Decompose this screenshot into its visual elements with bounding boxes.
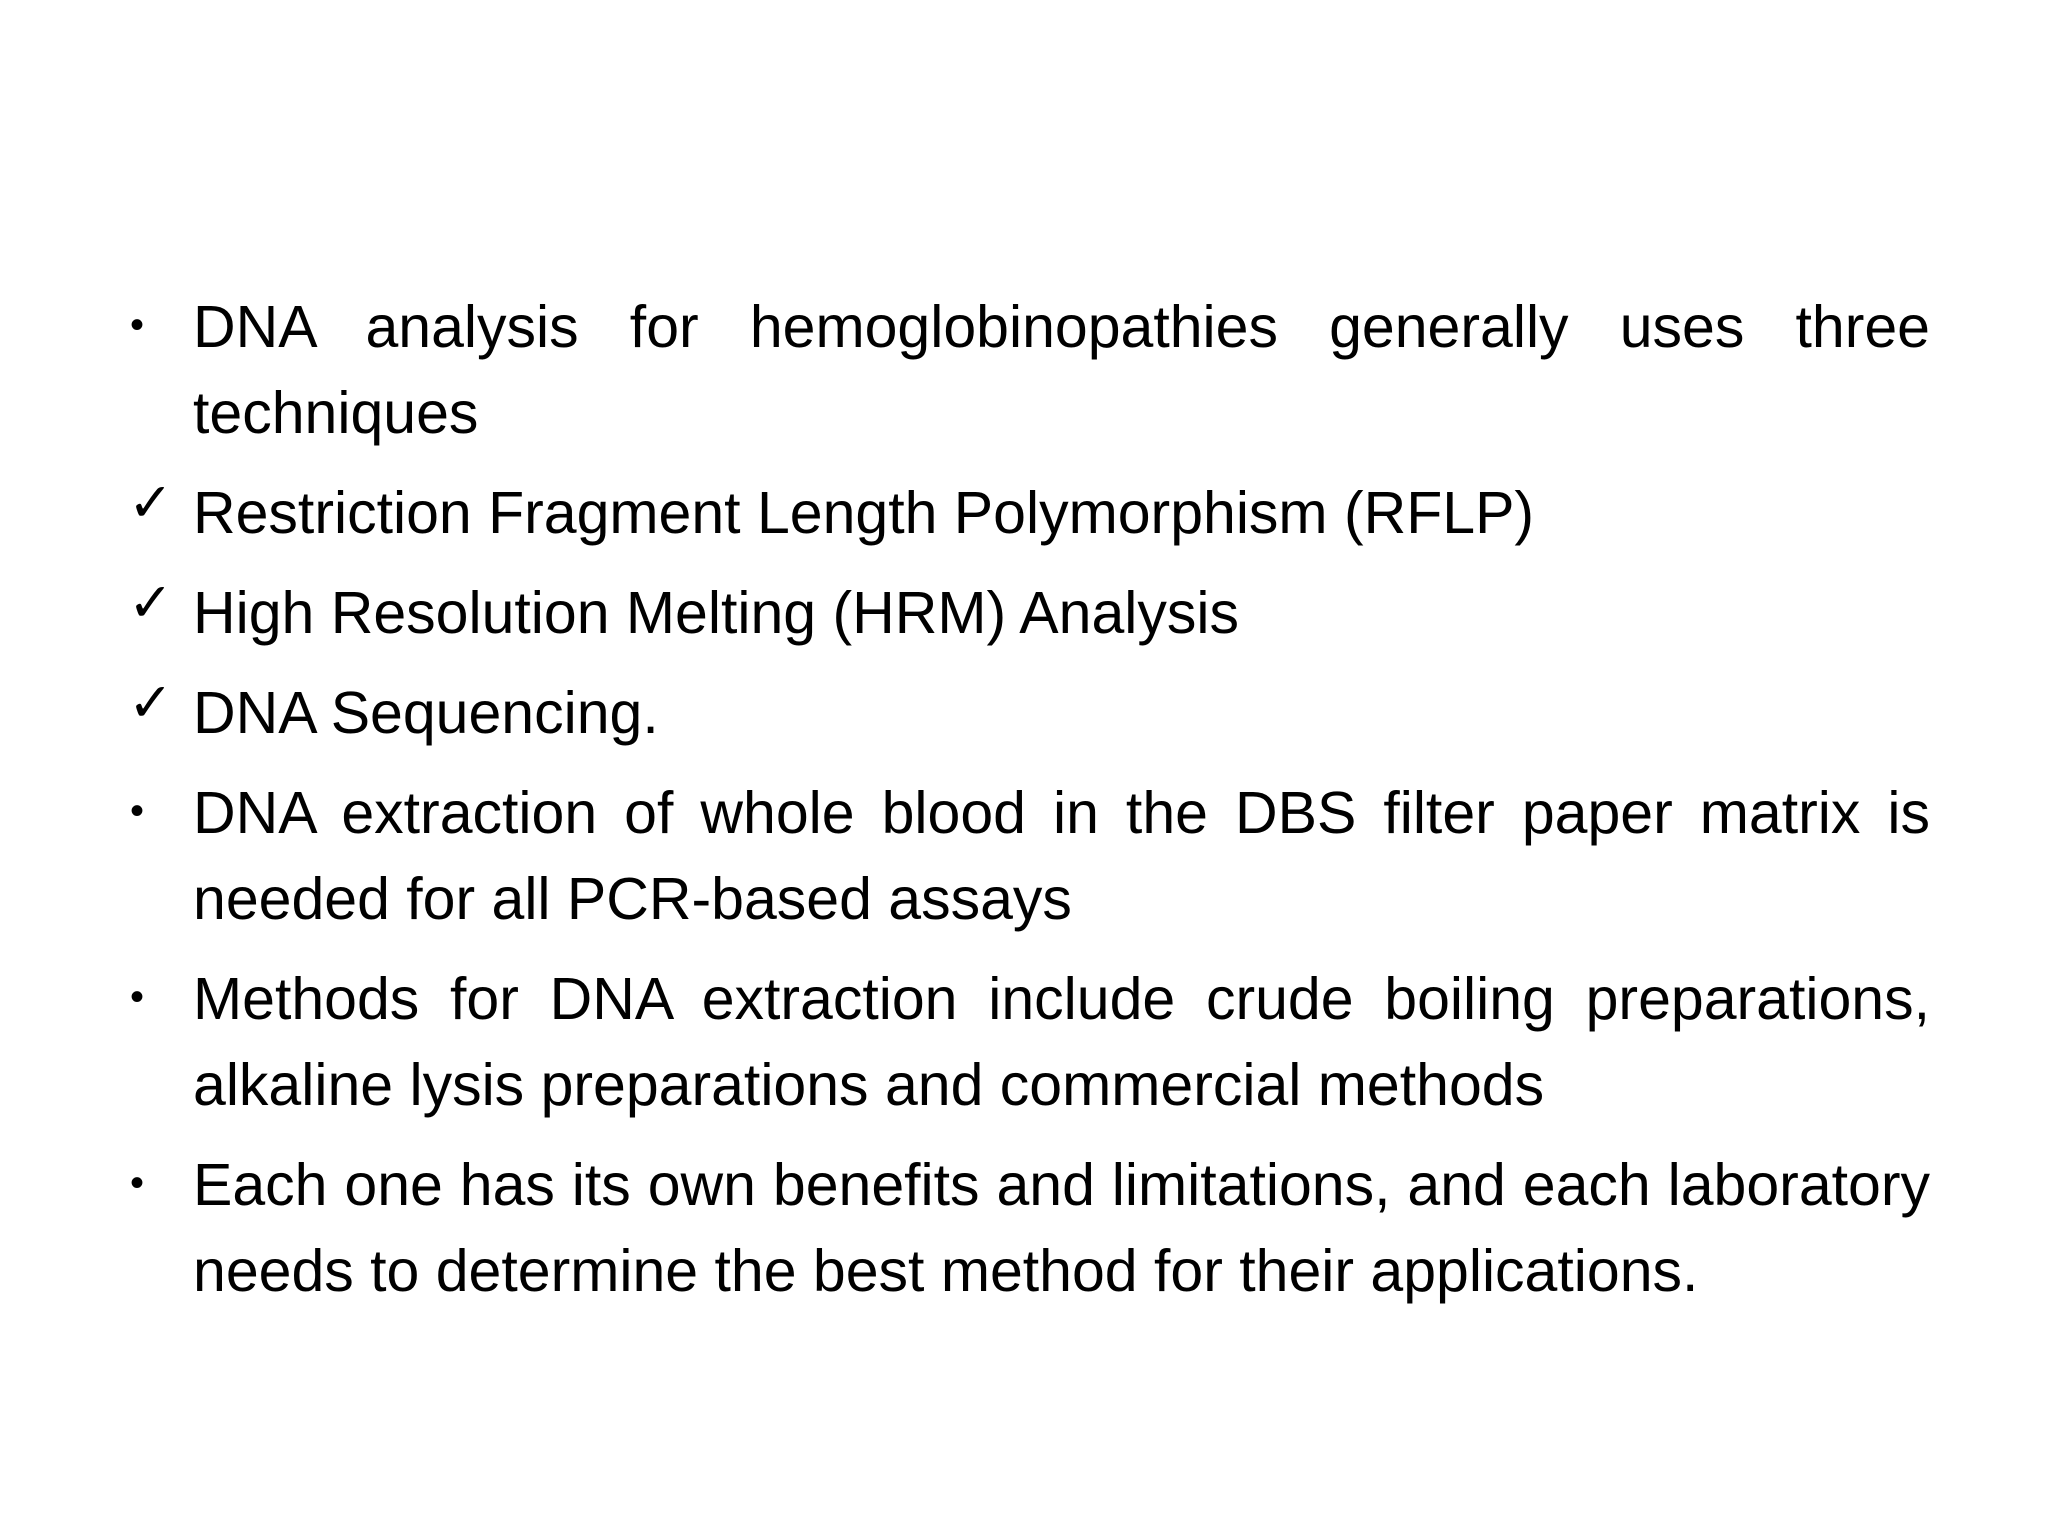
list-item: [120, 770, 1930, 942]
list-item-text: DNA analysis for hemoglobinopathies generally uses three techniques: [193, 294, 1930, 446]
list-item: [120, 956, 1930, 1128]
check-icon: ✓: [128, 473, 174, 533]
list-item-text: Methods for DNA extraction include crude boiling preparations, alkaline lysis preparations and commercial methods: [193, 966, 1930, 1118]
list-item-text: DNA Sequencing.: [193, 680, 659, 746]
check-icon: ✓: [128, 573, 174, 633]
list-item-text: Each one has its own benefits and limitations, and each laboratory needs to determine the best method for their applications.: [193, 1152, 1930, 1304]
list-item: [120, 284, 1930, 456]
list-item: [120, 1142, 1930, 1314]
list-item: [120, 570, 1930, 656]
list-item: [120, 470, 1930, 556]
list-item-text: High Resolution Melting (HRM) Analysis: [193, 580, 1239, 646]
bullet-marker: •: [130, 975, 145, 1019]
check-icon: ✓: [128, 673, 174, 733]
bullet-marker: •: [130, 303, 145, 347]
bullet-marker: •: [130, 1161, 145, 1205]
list-item-text: DNA extraction of whole blood in the DBS filter paper matrix is needed for all PCR-based assays: [193, 780, 1930, 932]
bullet-list: [120, 284, 1930, 1328]
list-item: [120, 670, 1930, 756]
bullet-marker: •: [130, 789, 145, 833]
list-item-text: Restriction Fragment Length Polymorphism (RFLP): [193, 480, 1535, 546]
